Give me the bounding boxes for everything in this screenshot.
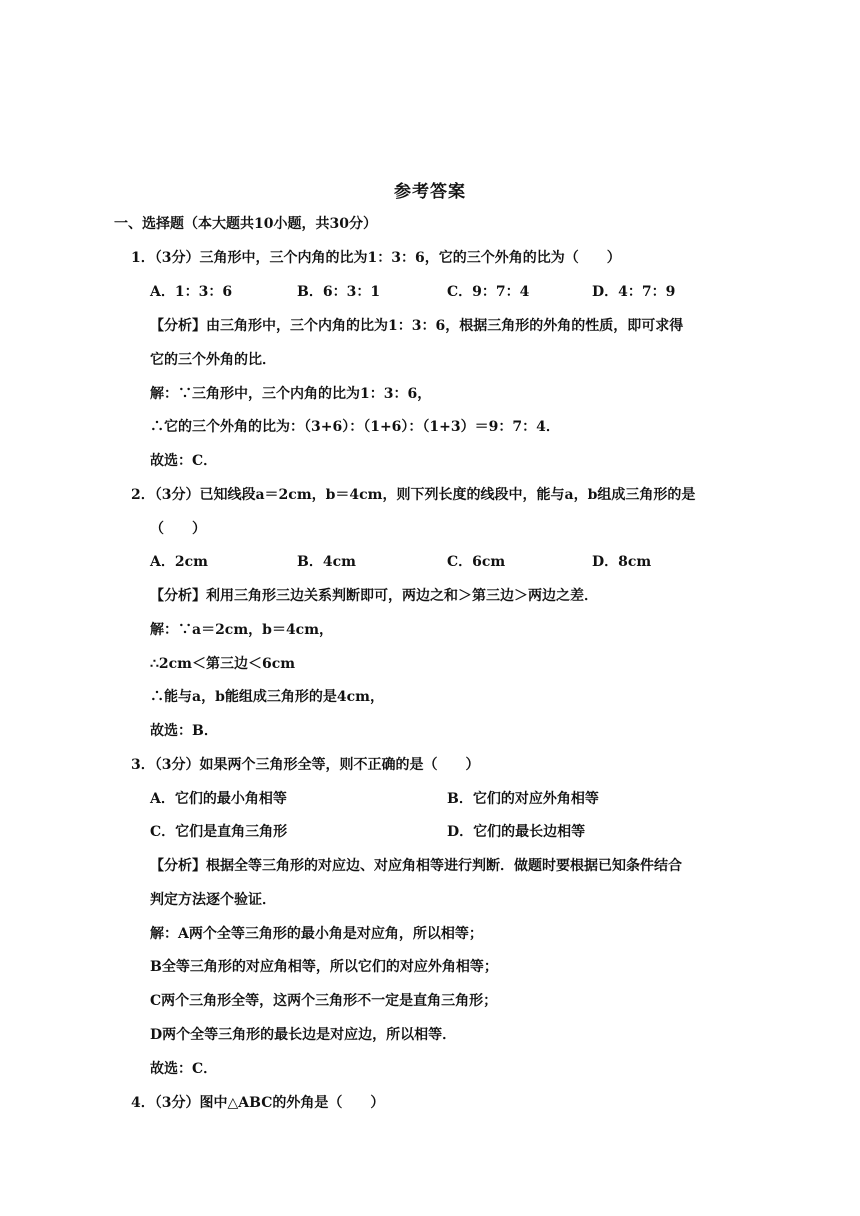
q2-option-a: A．2cm: [150, 554, 208, 570]
q2-stem-line2: （ ）: [150, 521, 206, 537]
q1-option-a: A．1：3：6: [150, 284, 233, 300]
q3-solution-line4: D两个全等三角形的最长边是对应边，所以相等．: [150, 1027, 457, 1043]
q2-stem-line1: 2．（3分）已知线段a＝2cm，b＝4cm，则下列长度的线段中，能与a，b组成三角形的是: [131, 487, 696, 503]
q2-option-d: D．8cm: [592, 554, 652, 570]
q1-stem: 1．（3分）三角形中，三个内角的比为1：3：6，它的三个外角的比为（ ）: [131, 250, 621, 266]
q1-analysis-line1: 【分析】由三角形中，三个内角的比为1：3：6，根据三角形的外角的性质，即可求得: [150, 318, 684, 334]
q3-stem: 3．（3分）如果两个三角形全等，则不正确的是（ ）: [131, 757, 480, 773]
q1-solution-line2: ∴它的三个外角的比为：（3+6）：（1+6）：（1+3）＝9：7：4．: [150, 419, 560, 435]
q3-option-a: A．它们的最小角相等: [150, 791, 287, 807]
q1-option-b: B．6：3：1: [297, 284, 381, 300]
q2-option-b: B．4cm: [297, 554, 356, 570]
q1-answer: 故选：C．: [150, 453, 218, 469]
q3-analysis-line1: 【分析】根据全等三角形的对应边、对应角相等进行判断．做题时要根据已知条件结合: [150, 858, 682, 874]
q1-option-d: D．4：7：9: [592, 284, 676, 300]
q2-analysis: 【分析】利用三角形三边关系判断即可，两边之和＞第三边＞两边之差．: [150, 588, 598, 604]
q3-option-c: C．它们是直角三角形: [150, 824, 288, 840]
q2-solution-line3: ∴能与a，b能组成三角形的是4cm，: [150, 689, 384, 705]
q3-option-b: B．它们的对应外角相等: [447, 791, 599, 807]
q1-analysis-line2: 它的三个外角的比．: [150, 352, 276, 368]
section-heading: 一、选择题（本大题共10小题，共30分）: [114, 216, 377, 232]
q3-solution-line3: C两个三角形全等，这两个三角形不一定是直角三角形；: [150, 993, 498, 1009]
q3-answer: 故选：C．: [150, 1061, 218, 1077]
q1-option-c: C．9：7：4: [447, 284, 530, 300]
page-title: 参考答案: [394, 182, 466, 202]
q3-solution-line2: B全等三角形的对应角相等，所以它们的对应外角相等；: [150, 959, 498, 975]
q3-solution-line1: 解：A两个全等三角形的最小角是对应角，所以相等；: [150, 926, 483, 942]
q2-option-c: C．6cm: [447, 554, 506, 570]
q1-solution-line1: 解：∵三角形中，三个内角的比为1：3：6，: [150, 386, 432, 402]
q2-solution-line1: 解：∵a＝2cm，b＝4cm，: [150, 622, 334, 638]
q2-answer: 故选：B．: [150, 723, 218, 739]
q3-option-d: D．它们的最长边相等: [447, 824, 586, 840]
q4-stem: 4．（3分）图中△ABC的外角是（ ）: [131, 1095, 385, 1111]
q3-analysis-line2: 判定方法逐个验证．: [150, 892, 276, 908]
q2-solution-line2: ∴2cm＜第三边＜6cm: [150, 656, 296, 672]
